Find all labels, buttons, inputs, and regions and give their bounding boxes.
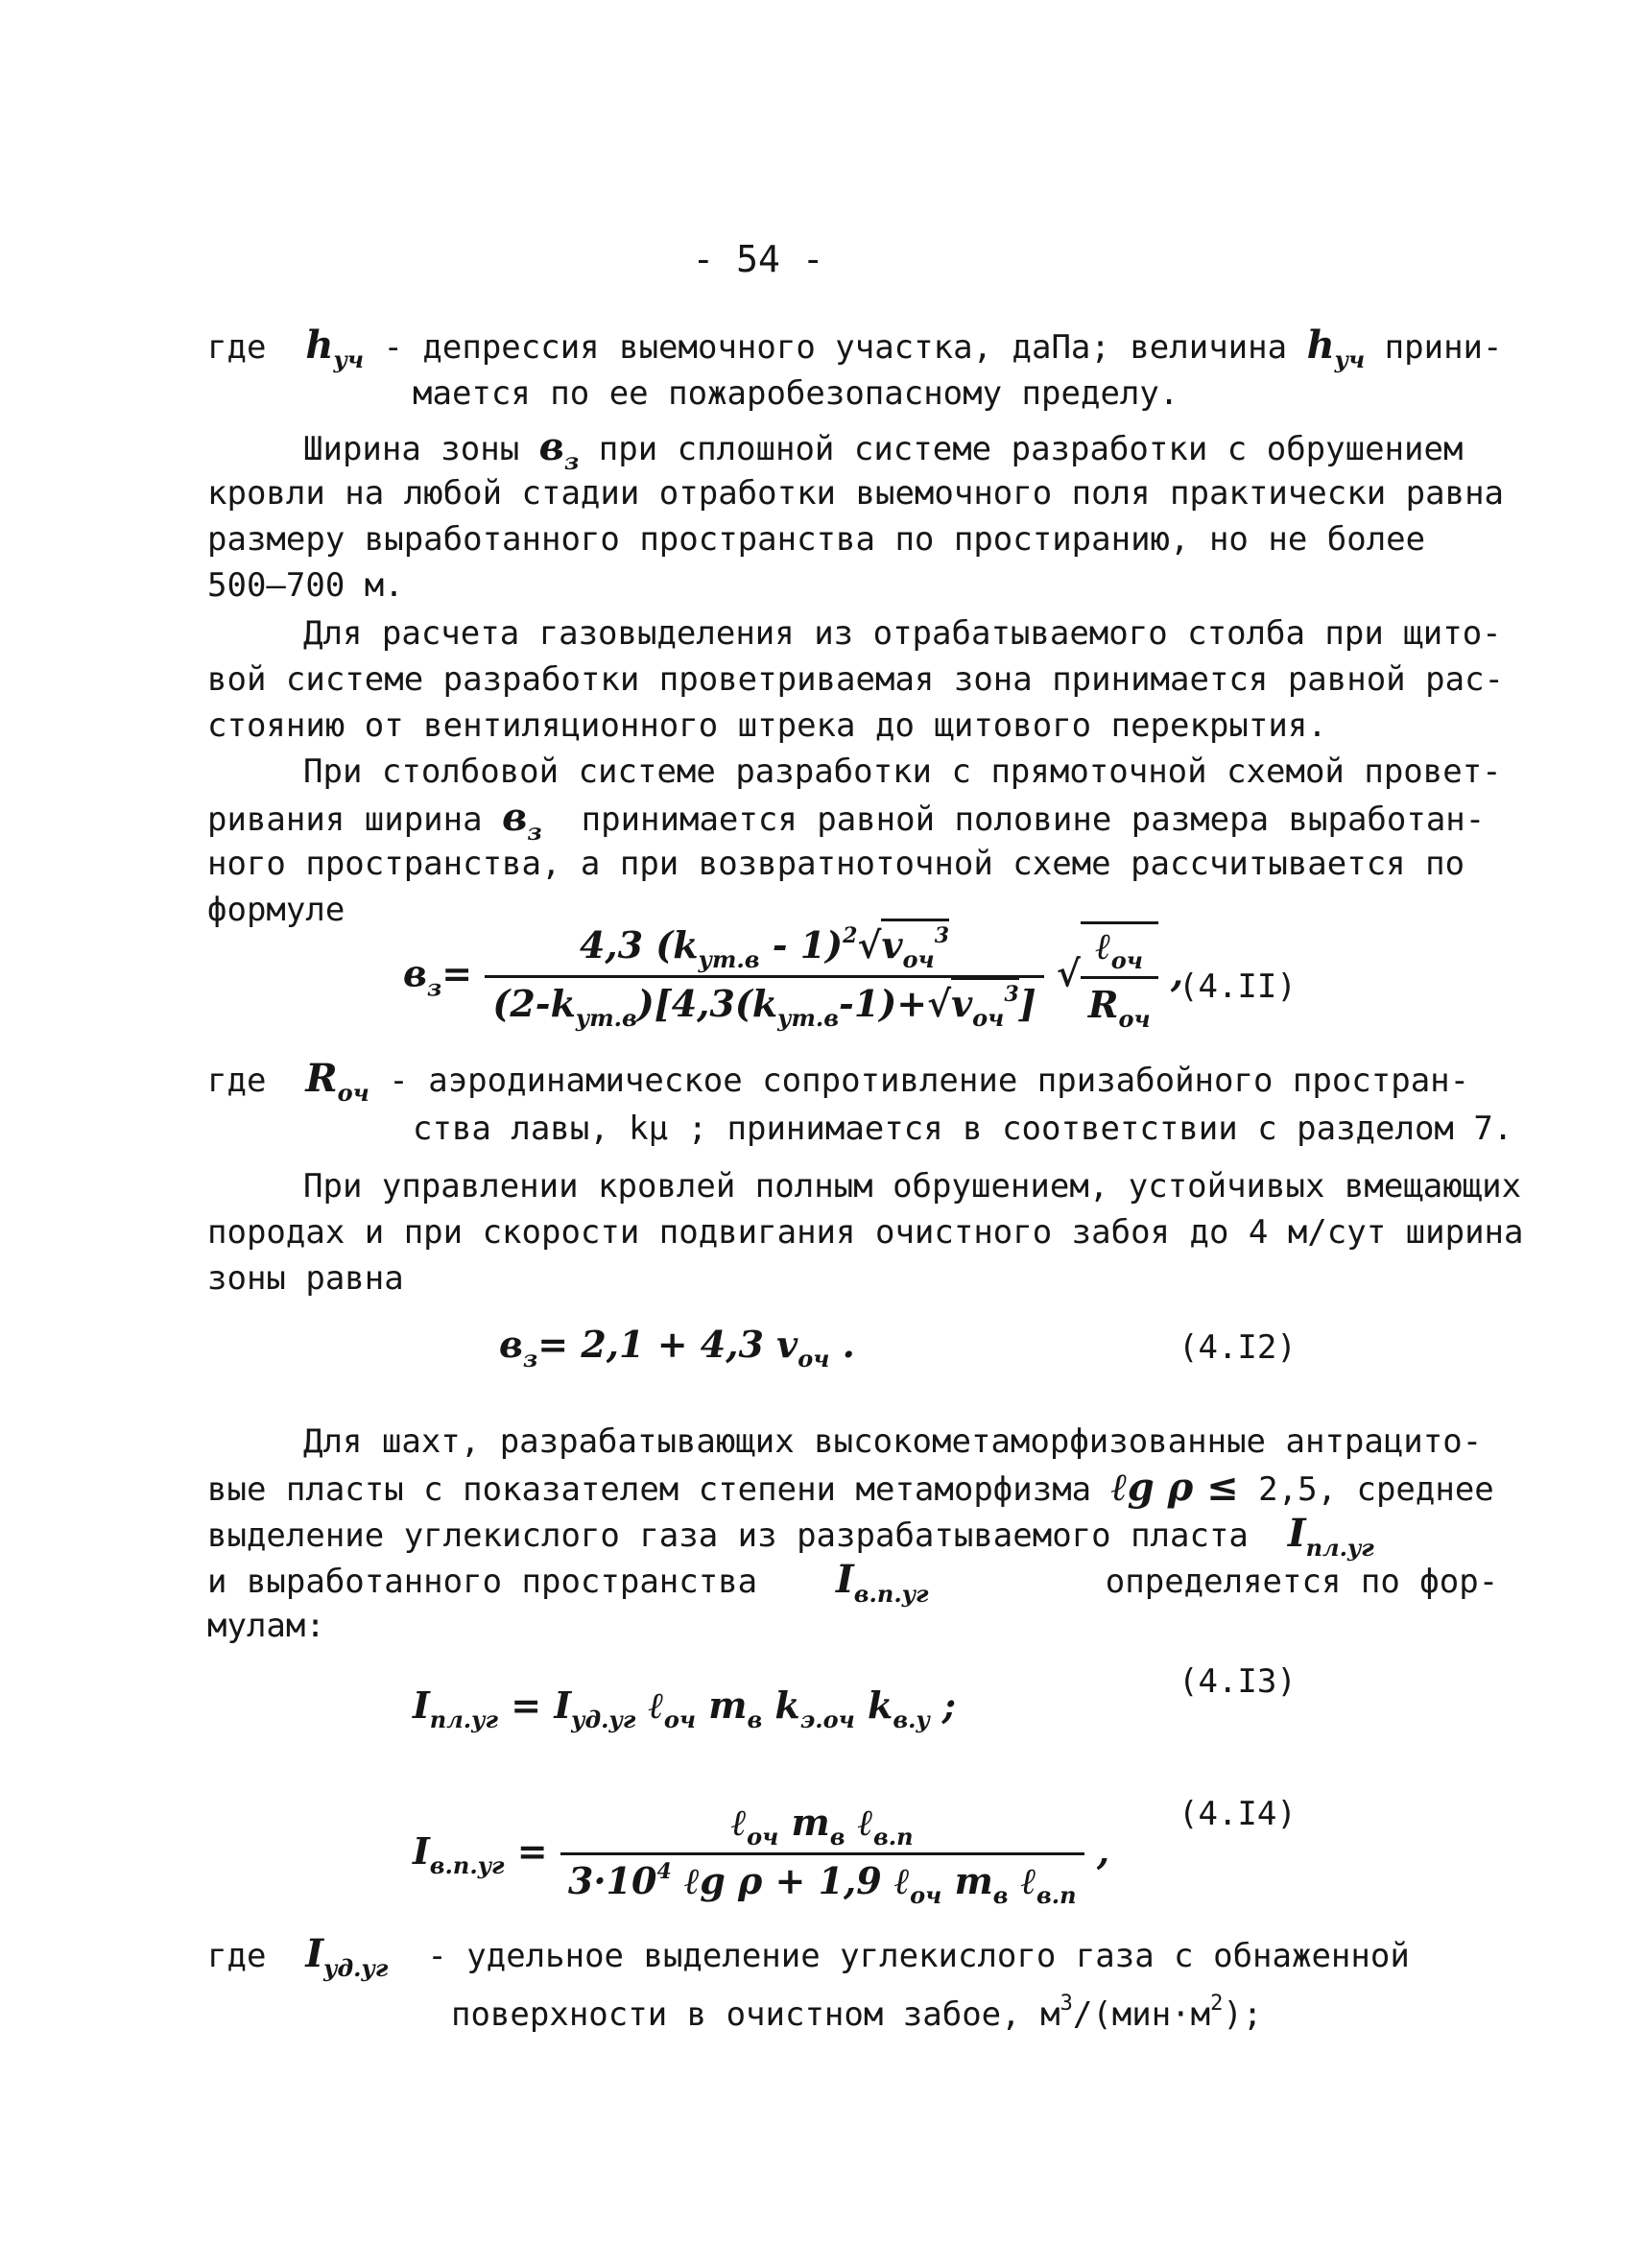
page-number: - 54 -	[692, 238, 824, 280]
para2-line1: Для расчета газовыделения из отрабатываемого столба при щито-	[303, 614, 1502, 653]
para3-line3: ного пространства, а при возвратноточной схеме рассчитывается по	[207, 845, 1465, 883]
para5-line2: вые пласты с показателем степени метаморфизма ℓg ρ ≤ 2,5, среднее	[207, 1465, 1494, 1510]
para1-line3: размеру выработанного пространства по простиранию, но не более	[207, 520, 1426, 559]
para1-line1: Ширина зоны $в_з$ при сплошной системе разработки с обрушением	[303, 424, 1464, 475]
para5-line5: мулам:	[207, 1607, 325, 1645]
para5-line4: и выработанного пространства $I_{в.п.уг}$ определяется по фор-	[207, 1557, 1499, 1608]
para4-line3: зоны равна	[207, 1259, 404, 1298]
para4-line2: породах и при скорости подвигания очистного забоя до 4 м/сут ширина	[207, 1213, 1524, 1252]
equation-number-4-12: (4.I2)	[1179, 1328, 1297, 1367]
para5-line3: выделение углекислого газа из разрабатываемого пласта $I_{пл.уг}$	[207, 1511, 1374, 1562]
definition-h-uch-line2: мается по ее пожаробезопасному пределу.	[413, 374, 1179, 413]
para2-line3: стоянию от вентиляционного штрека до щитового перекрытия.	[207, 706, 1327, 745]
para5-line1: Для шахт, разрабатывающих высокометаморфизованные антрацито-	[303, 1422, 1483, 1461]
equation-number-4-11: (4.II)	[1179, 967, 1297, 1006]
para3-line1: При столбовой системе разработки с прямоточной схемой провет-	[303, 752, 1502, 791]
para4-line1: При управлении кровлей полным обрушением, устойчивых вмещающих	[303, 1167, 1522, 1206]
definition-R-och-line1: где $R_{оч}$ - аэродинамическое сопротивление призабойного простран-	[207, 1056, 1470, 1107]
equation-number-4-14: (4.I4)	[1179, 1795, 1297, 1833]
para1-line4: 500–700 м.	[207, 566, 404, 605]
definition-h-uch-line1: где $h_{уч}$ - депрессия выемочного участка, даПа; величина $h_{уч}$ прини-	[207, 322, 1503, 373]
equation-4-14: $I_{в.п.уг}$ = $\frac{\ell_{оч} m_в \ell_{в.п}}{3\cdot 10^4 \ell g \rho + 1,9 \ell_{оч} m_в \ell_{в.п}}$ ,	[413, 1801, 1110, 1909]
equation-4-12: $в_з= 2,1 + 4,3$ $v_{оч}$ .	[499, 1323, 855, 1373]
para1-line2: кровли на любой стадии отработки выемочного поля практически равна	[207, 474, 1505, 513]
equation-4-13: $I_{пл.уг} = I_{уд.уг}$ ℓ$_{оч}$ $m_в$ $k_{э.оч}$ $k_{в.у}$ ;	[413, 1683, 957, 1733]
equation-4-11: $в_з=$ $\frac{4,3 (k_{ут.в} - 1)^2√v_{оч}^3}{(2-k_{ут.в})[4,3(k_{ут.в}-1)+√v_{оч}^3]}$ √ $\frac{\ell_{оч}}{R_{оч}}$ ,	[403, 921, 1183, 1033]
para3-line4: формуле	[207, 891, 345, 929]
definition-I-ud-ug-line2: поверхности в очистном забое, $м^3/(мин\cdot м^2)$;	[451, 1992, 1263, 2034]
equation-number-4-13: (4.I3)	[1179, 1662, 1297, 1701]
definition-R-och-line2: ства лавы, kμ ; принимается в соответствии с разделом 7.	[413, 1110, 1513, 1148]
definition-I-ud-ug-line1: где $I_{уд.уг}$ - удельное выделение углекислого газа с обнаженной	[207, 1931, 1410, 1982]
para3-line2: ривания ширина $в_з$ принимается равной половине размера выработан-	[207, 795, 1486, 846]
symbol-h: h	[305, 322, 334, 368]
para2-line2: вой системе разработки проветриваемая зона принимается равной рас-	[207, 660, 1505, 699]
